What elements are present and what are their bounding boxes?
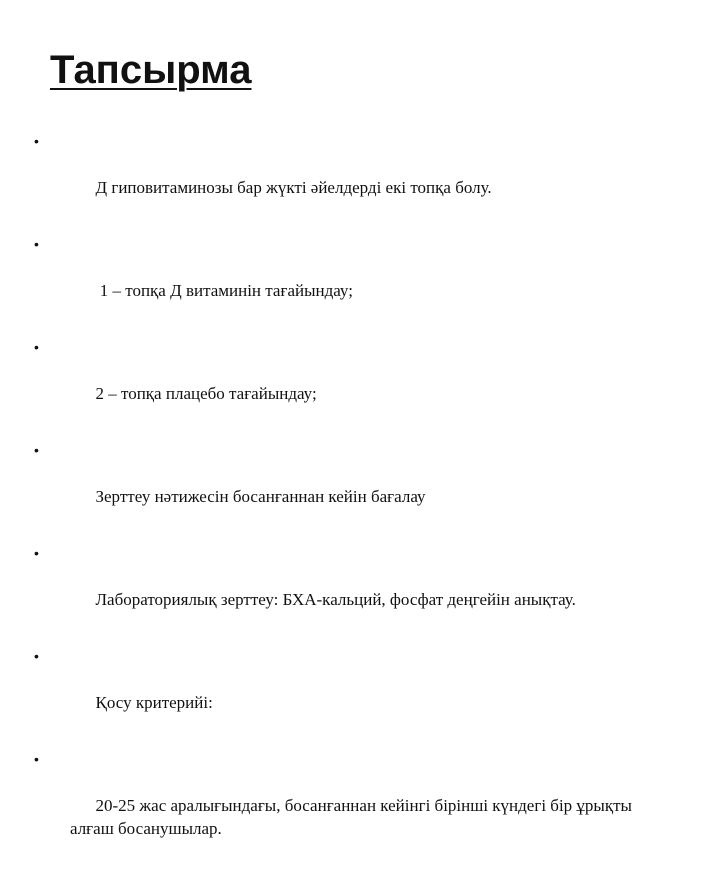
- bullet-list: [34, 130, 654, 874]
- list-item: [34, 439, 654, 531]
- bullet-icon: •: [34, 339, 39, 355]
- list-item: [34, 542, 654, 634]
- bullet-icon: •: [34, 442, 39, 458]
- list-item-text: Қосу критерийі:: [95, 693, 213, 712]
- list-item: [34, 645, 654, 737]
- list-item-text: 20-25 жас аралығындағы, босанғаннан кейінгі бірінші күндегі бір ұрықты алғаш босанушылар.: [70, 796, 637, 838]
- list-item: [34, 748, 654, 863]
- list-item: [34, 130, 654, 222]
- bullet-icon: •: [34, 545, 39, 561]
- slide-title: Тапсырма: [50, 48, 252, 92]
- list-item: [34, 233, 654, 325]
- bullet-icon: •: [34, 133, 39, 149]
- list-item-text: 2 – топқа плацебо тағайындау;: [95, 384, 317, 403]
- list-item-text: Д гиповитаминозы бар жүкті әйелдерді екі топқа болу.: [95, 178, 492, 197]
- list-item-text: Зерттеу нәтижесін босанғаннан кейін бағалау: [95, 487, 426, 506]
- bullet-icon: •: [34, 751, 39, 767]
- bullet-icon: •: [34, 648, 39, 664]
- bullet-icon: •: [34, 236, 39, 252]
- list-item-text: Лабораториялық зерттеу: БХА-кальций, фосфат деңгейін анықтау.: [95, 590, 576, 609]
- list-item-text: 1 – топқа Д витаминін тағайындау;: [95, 281, 353, 300]
- list-item: [34, 336, 654, 428]
